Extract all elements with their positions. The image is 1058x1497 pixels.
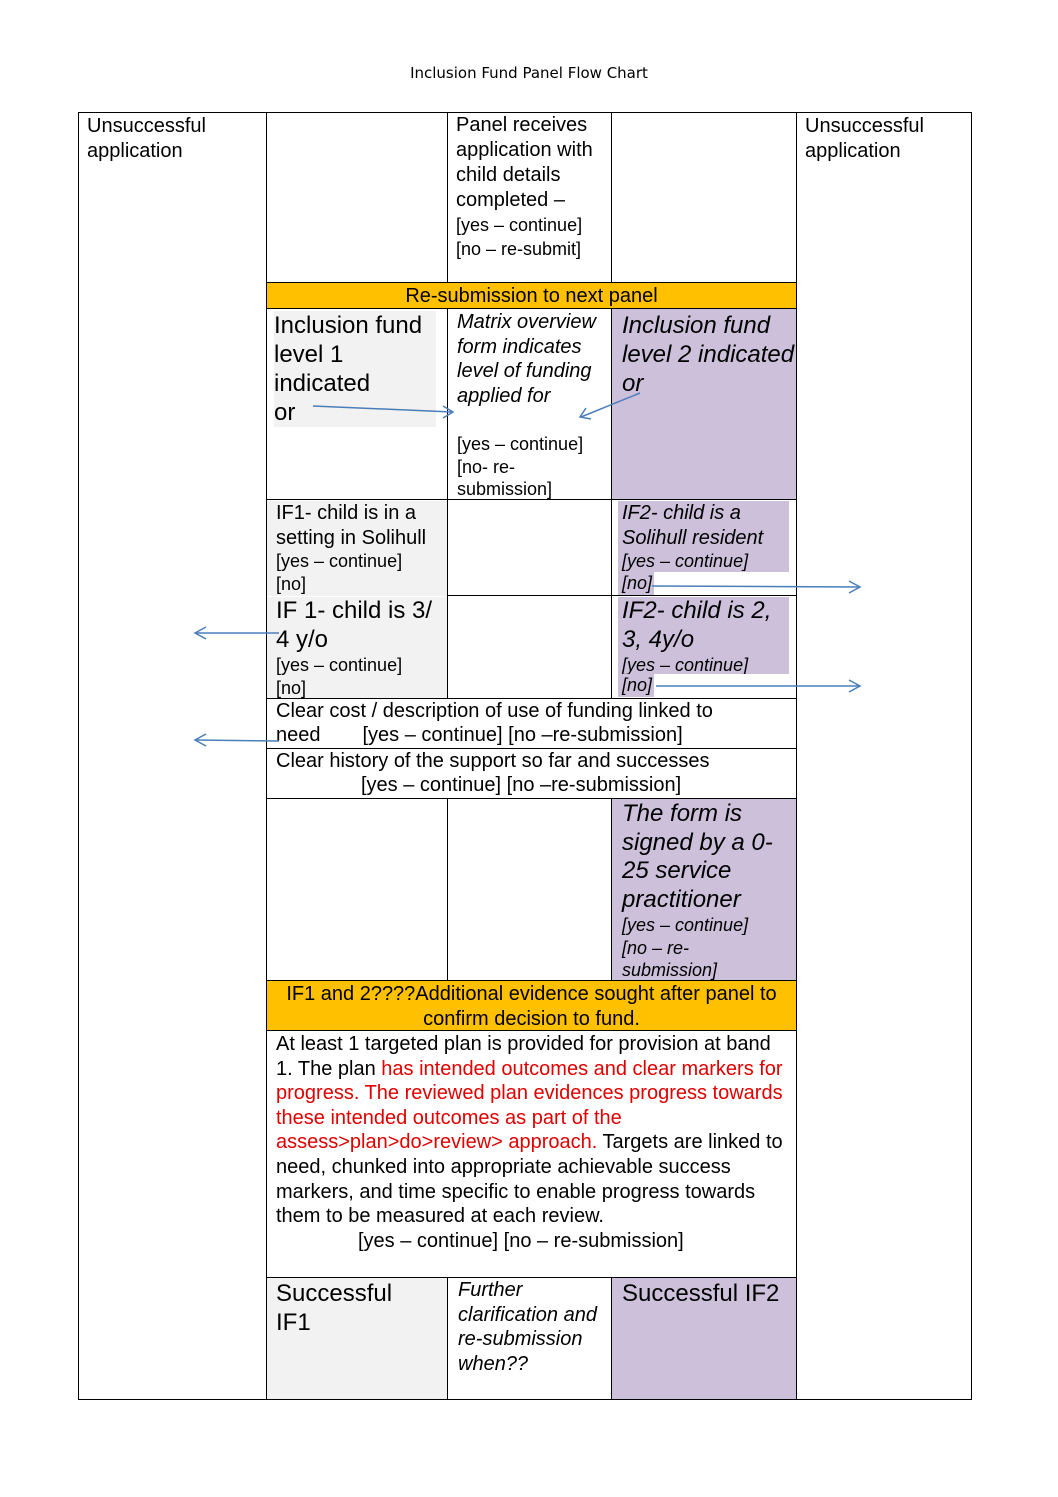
row5-line2: need [yes – continue] [no –re-submission] bbox=[276, 724, 683, 746]
arrow-if1-to-matrix bbox=[313, 406, 452, 412]
arrow-if2-resident-no bbox=[652, 586, 859, 587]
row4-right-no: [no] bbox=[618, 674, 654, 697]
row4-right-text: IF2- child is 2, 3, 4y/o [yes – continue] bbox=[618, 597, 789, 674]
row2-left-text: Inclusion fund level 1 indicated or bbox=[274, 311, 436, 427]
row3-right-no: [no] bbox=[618, 572, 654, 595]
row3-right-yes: [yes – continue] bbox=[622, 551, 749, 571]
row10-left-cell: Successful IF1 bbox=[267, 1278, 447, 1399]
row2-right-cell: Inclusion fund level 2 indicated or bbox=[612, 309, 796, 500]
row2-right-or: or bbox=[622, 370, 644, 397]
arrow-if2-to-matrix bbox=[581, 393, 640, 417]
unsuccessful-right: Unsuccessful application bbox=[805, 115, 924, 162]
row6-line2: [yes – continue] [no –re-submission] bbox=[361, 774, 682, 796]
unsuccessful-left: Unsuccessful application bbox=[87, 115, 206, 162]
row3-left-text: IF1- child is in a setting in Solihull [yes – continue] [no] bbox=[267, 501, 447, 596]
row10-mid-cell: Further clarification and re-submission when?? bbox=[447, 1278, 612, 1399]
row3-right-text: IF2- child is a Solihull resident [yes – continue] bbox=[618, 501, 789, 572]
row2-left-or: or bbox=[274, 399, 296, 426]
row10-right-cell: Successful IF2 bbox=[612, 1278, 796, 1399]
row9-footer: [yes – continue] [no – re-submission] bbox=[358, 1229, 684, 1252]
row9-red-text: has intended outcomes and clear markers for progress. The reviewed plan evidences progress towards these intended outcomes as part of the assess>plan>do>review> approach. bbox=[276, 1057, 783, 1154]
evidence-banner: IF1 and 2????Additional evidence sought after panel to confirm decision to fund. bbox=[267, 981, 796, 1031]
page-title: Inclusion Fund Panel Flow Chart bbox=[410, 64, 648, 82]
row2-mid-yes: [yes – continue] bbox=[457, 434, 584, 454]
row2-mid-text: Matrix overview form indicates level of funding applied for bbox=[457, 311, 596, 407]
row7-no: [no – re-submission] bbox=[622, 937, 718, 980]
row7-text: The form is signed by a 0-25 service practitioner bbox=[622, 800, 773, 913]
arrow-cost-left bbox=[196, 740, 279, 741]
row1-text: Panel receives application with child details completed – bbox=[456, 114, 593, 211]
row7-yes: [yes – continue] bbox=[622, 915, 749, 935]
row2-mid-no: [no- re-submission] bbox=[457, 456, 553, 499]
row4-left-no: [no] bbox=[276, 678, 307, 698]
row4-right-yes: [yes – continue] bbox=[622, 655, 749, 674]
row4-left-yes: [yes – continue] bbox=[276, 655, 403, 675]
row5-line1: Clear cost / description of use of funding linked to bbox=[276, 700, 713, 722]
row3-left-no: [no] bbox=[276, 574, 307, 594]
row3-left-yes: [yes – continue] bbox=[276, 551, 403, 571]
row1-yes: [yes – continue] bbox=[456, 215, 583, 235]
row9-body: At least 1 targeted plan is provided for provision at band 1. The plan has intended outcomes and clear markers for progress. The reviewed plan evidences progress towards these intended outcomes as part of the assess>plan>do>review> approach. Targets are linked to need, chunked into appropriate achievable success markers, and time specific to enable progress towards them to be measured at each review. bbox=[276, 1033, 783, 1228]
resubmission-banner: Re-submission to next panel bbox=[267, 282, 796, 309]
row6-line1: Clear history of the support so far and successes bbox=[276, 750, 710, 772]
row4-left-text: IF 1- child is 3/ 4 y/o [yes – continue] [no] bbox=[267, 597, 447, 698]
row1-no: [no – re-submit] bbox=[456, 239, 582, 259]
